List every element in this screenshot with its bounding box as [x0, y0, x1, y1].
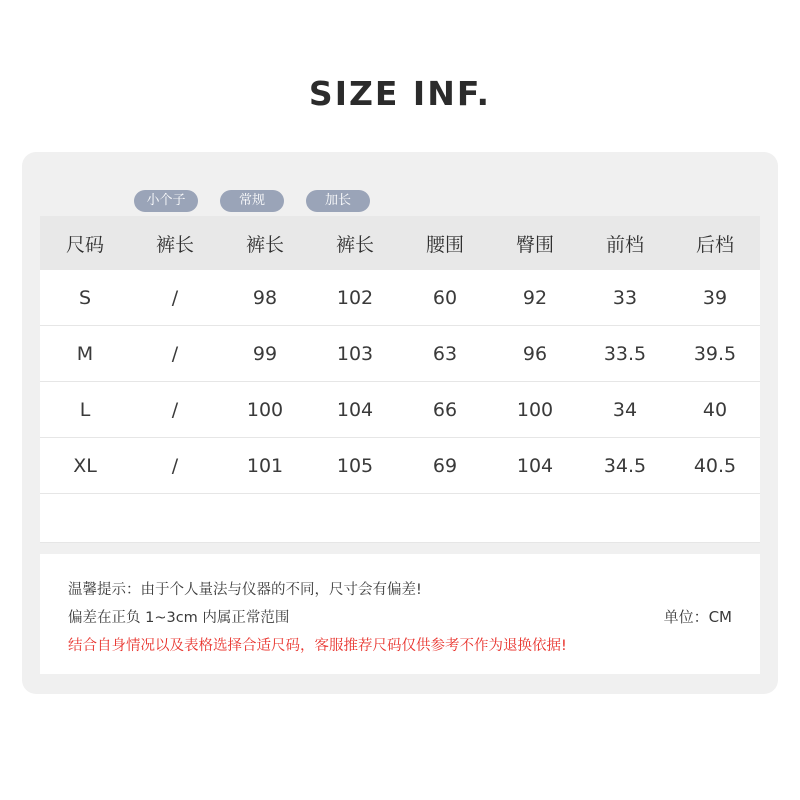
cell-length-tall: 104	[310, 382, 400, 438]
note-warning: 结合自身情况以及表格选择合适尺码，客服推荐尺码仅供参考不作为退换依据!	[68, 638, 567, 654]
cell-back-rise: 40	[670, 382, 760, 438]
length-category-pills	[40, 190, 760, 218]
cell-back-rise: 39.5	[670, 326, 760, 382]
column-header-length-regular: 裤长	[220, 216, 310, 270]
column-header-length-petite: 裤长	[130, 216, 220, 270]
cell-front-rise: 34.5	[580, 438, 670, 494]
table-header-row	[40, 216, 760, 270]
column-header-waist: 腰围	[400, 216, 490, 270]
cell-back-rise: 39	[670, 270, 760, 326]
column-header-hip: 臀围	[490, 216, 580, 270]
note-measurement-tip: 温馨提示：由于个人量法与仪器的不同，尺寸会有偏差!	[68, 582, 422, 598]
cell-front-rise: 33.5	[580, 326, 670, 382]
table-body	[40, 270, 760, 543]
cell-length-regular: 99	[220, 326, 310, 382]
cell-length-tall: 105	[310, 438, 400, 494]
cell-waist: 69	[400, 438, 490, 494]
cell-length-petite: /	[130, 270, 220, 326]
pill-tall: 加长	[306, 190, 370, 212]
table-row	[40, 270, 760, 326]
cell-front-rise: 34	[580, 382, 670, 438]
notes-section	[40, 554, 760, 674]
table-row	[40, 326, 760, 382]
size-table	[40, 216, 760, 543]
cell-length-tall: 102	[310, 270, 400, 326]
column-header-length-tall: 裤长	[310, 216, 400, 270]
table-row	[40, 438, 760, 494]
cell-length-tall: 103	[310, 326, 400, 382]
table-header	[40, 216, 760, 270]
cell-hip: 104	[490, 438, 580, 494]
cell-length-petite: /	[130, 326, 220, 382]
cell-front-rise: 33	[580, 270, 670, 326]
cell-waist: 66	[400, 382, 490, 438]
cell-waist: 63	[400, 326, 490, 382]
cell-hip: 96	[490, 326, 580, 382]
cell-back-rise: 40.5	[670, 438, 760, 494]
cell-length-regular: 100	[220, 382, 310, 438]
cell-length-regular: 101	[220, 438, 310, 494]
cell-length-regular: 98	[220, 270, 310, 326]
cell-hip: 92	[490, 270, 580, 326]
pill-petite: 小个子	[134, 190, 198, 212]
column-header-size: 尺码	[40, 216, 130, 270]
cell-length-petite: /	[130, 438, 220, 494]
page-title: SIZE INF.	[308, 74, 492, 113]
note-tolerance: 偏差在正负 1~3cm 内属正常范围	[68, 610, 290, 626]
cell-size: XL	[40, 438, 130, 494]
cell-size: L	[40, 382, 130, 438]
cell-hip: 100	[490, 382, 580, 438]
unit-label: 单位：CM	[663, 608, 732, 626]
cell-size: M	[40, 326, 130, 382]
table-row	[40, 382, 760, 438]
column-header-front-rise: 前档	[580, 216, 670, 270]
pill-regular: 常规	[220, 190, 284, 212]
cell-waist: 60	[400, 270, 490, 326]
column-header-back-rise: 后档	[670, 216, 760, 270]
cell-size: S	[40, 270, 130, 326]
table-spacer-row	[40, 494, 760, 543]
cell-length-petite: /	[130, 382, 220, 438]
